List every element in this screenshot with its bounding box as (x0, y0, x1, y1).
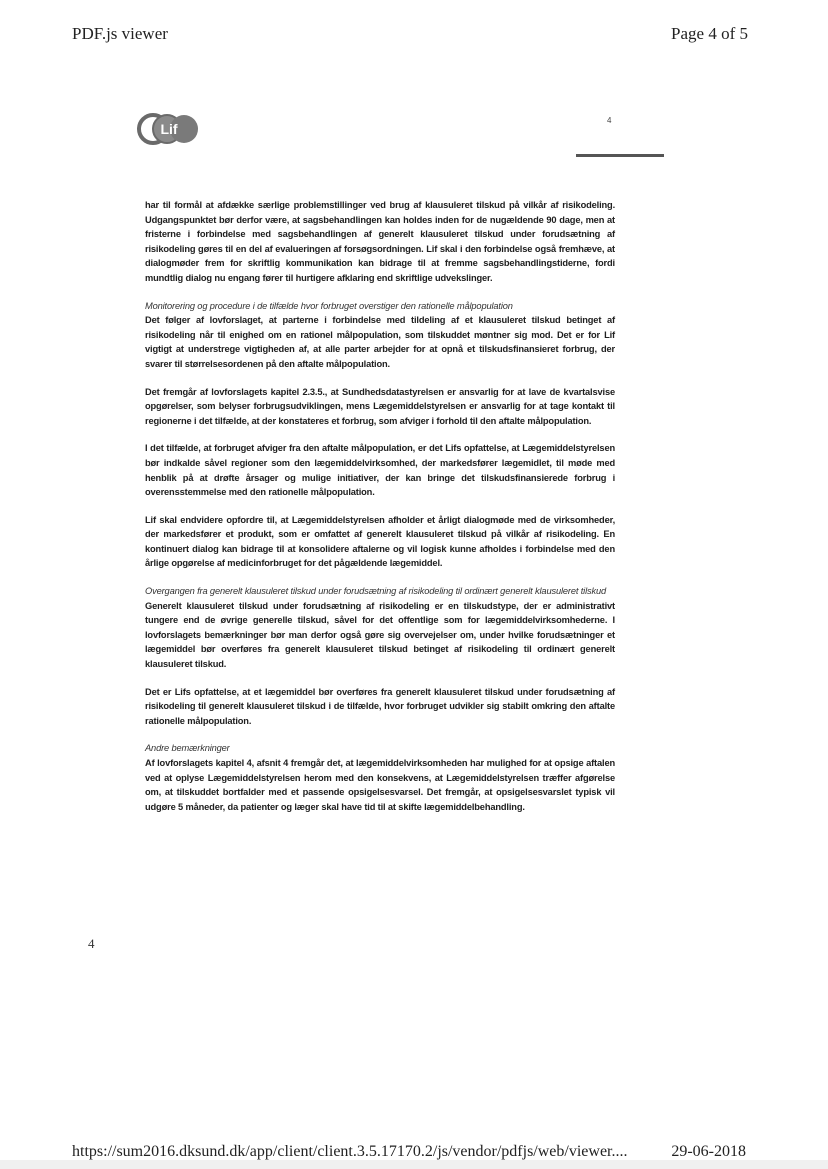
bottom-band (0, 1160, 828, 1169)
lif-logo-text: Lif (160, 121, 178, 137)
page-indicator: Page 4 of 5 (671, 24, 748, 43)
body-paragraph: Det er Lifs opfattelse, at et lægemiddel bør overføres fra generelt klausuleret tilskud under forudsætning af risikodeling til generelt klausuleret tilskud i de tilfælde, hvor forbruget udvikler sig stabilt omkring den aftalte rationelle målpopulation. (145, 686, 615, 726)
section-other-remarks (145, 741, 615, 814)
section-heading: Monitorering og procedure i de tilfælde hvor forbruget overstiger den rationelle målpopulation (145, 300, 513, 311)
intro-paragraph: har til formål at afdække særlige problemstillinger ved brug af klausuleret tilskud på vilkår af risikodeling. Udgangspunktet bør derfor være, at sagsbehandlingen kan holdes inden for de nugældende 90 dage, men at fristerne i forbindelse med sagsbehandlingen af generelt klausuleret tilskud under forudsætning af risikodeling gøres til en del af evalueringen af forsøgsordningen. Lif skal i den forbindelse også fremhæve, at dialogmøder frem for skriftlig kommunikation kan bidrage til at fremme sagsbehandlingstiderne, fordi mundtlig dialog nu engang fører til hurtigere afklaring end skriftlige udvekslinger. (145, 200, 615, 283)
document-page-number: 4 (607, 116, 612, 125)
footer-date: 29-06-2018 (671, 1143, 746, 1160)
letter-body (145, 198, 615, 827)
header-rule (576, 154, 664, 157)
lif-logo (136, 112, 202, 146)
section-transition (145, 584, 615, 728)
body-paragraph: Generelt klausuleret tilskud under forudsætning af risikodeling er en tilskudstype, der er administrativt tungere end de øvrige generelle tilskud, såvel for det offentlige som for lægemiddelvirksomhederne. I lovforslagets bemærkninger bør man derfor også gøre sig overvejelser om, under hvilke forudsætninger et lægemiddel bør overføres fra generelt klausuleret tilskud betinget af risikodeling til ordinært generelt klausuleret tilskud. (145, 600, 615, 670)
body-paragraph: Lif skal endvidere opfordre til, at Lægemiddelstyrelsen afholder et årligt dialogmøde med de virksomheder, der markedsfører et produkt, som er omfattet af generelt klausuleret tilskud på vilkår af risikodeling. En kontinuert dialog kan bidrage til at konsolidere aftalerne og vil logisk kunne afholdes i forbindelse med den årlige opgørelse af medicinforbruget for det pågældende lægemiddel. (145, 514, 615, 569)
body-paragraph: Det følger af lovforslaget, at parterne i forbindelse med tildeling af et klausuleret tilskud betinget af risikodeling når til enighed om en rationel målpopulation, som tilskuddet møntner sig mod. Det er for Lif vigtigt at understrege vigtigheden af, at alle parter arbejder for at opnå et tilskudsfinansieret forbrug, der svarer til størrelsesordenen på den aftalte målpopulation. (145, 315, 615, 369)
body-paragraph: I det tilfælde, at forbruget afviger fra den aftalte målpopulation, er det Lifs opfattelse, at Lægemiddelstyrelsen bør indkalde såvel regioner som den lægemiddelvirksomhed, der markedsfører lægemidlet, til møde med henblik på at drøfte årsager og mulige initiativer, der kan bringe det tilskudsfinansierede forbrug i overensstemmelse med den rationelle målpopulation. (145, 443, 615, 498)
page-footer-number: 4 (88, 936, 95, 951)
section-monitoring (145, 299, 615, 572)
body-paragraph: Af lovforslagets kapitel 4, afsnit 4 fremgår det, at lægemiddelvirksomheden har mulighed for at opsige aftalen ved at oplyse Lægemiddelstyrelsen herom med den konsekvens, at Lægemiddelstyrelsen træffer afgørelse om, at tilskuddet bortfalder med et passende opsigelsesvarsel. Det fremgår, at opsigelsesvarslet typisk vil udgøre 5 måneder, da patienter og læger skal have tid til at skifte lægemiddelbehandling. (145, 758, 615, 812)
section-heading: Overgangen fra generelt klausuleret tilskud under forudsætning af risikodeling til ordinært generelt klausuleret tilskud (145, 586, 607, 597)
footer-url: https://sum2016.dksund.dk/app/client/client.3.5.17170.2/js/vendor/pdfjs/web/viewer.... (72, 1143, 628, 1160)
section-heading: Andre bemærkninger (145, 743, 230, 754)
app-title: PDF.js viewer (72, 24, 168, 43)
body-paragraph: Det fremgår af lovforslagets kapitel 2.3.5., at Sundhedsdatastyrelsen er ansvarlig for at lave de kvartalsvise opgørelser, som belyser forbrugsudviklingen, mens Lægemiddelstyrelsen er ansvarlig for at tage kontakt til regionerne i det tilfælde, at der konstateres et forbrug, som afviger i forhold til den aftalte målpopulation. (145, 386, 615, 426)
